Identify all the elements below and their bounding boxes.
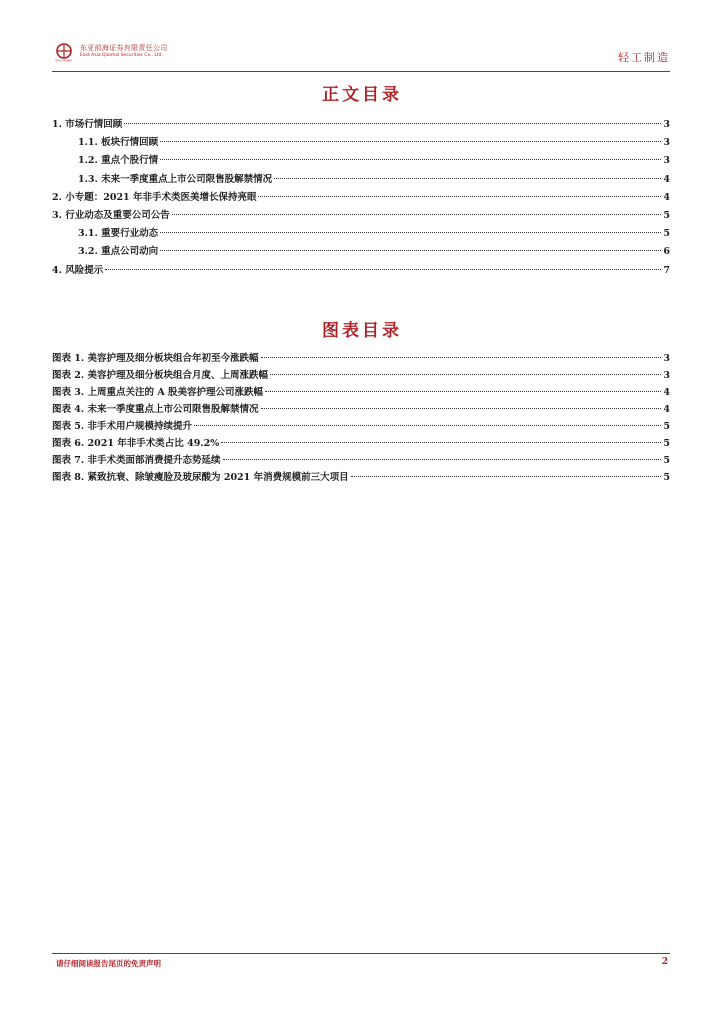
toc-entry-page: 6 [663,246,670,258]
figure-toc-title: 图表目录 [322,321,402,341]
dot-leader [160,250,661,251]
page-header [52,40,670,70]
toc-entry[interactable] [52,435,670,452]
toc-entry-page: 7 [663,264,670,276]
dot-leader [194,425,661,426]
toc-entry[interactable] [52,452,670,469]
dot-leader [160,159,661,160]
page-number: 2 [661,957,668,967]
toc-entry[interactable] [52,243,670,261]
toc-entry-label: 图表 1. 美容护理及细分板块组合年初至今涨跌幅 [52,353,259,364]
toc-entry-page: 3 [663,353,670,364]
toc-entry-label: 图表 8. 紧致抗衰、除皱瘦脸及玻尿酸为 2021 年消费规模前三大项目 [52,472,349,483]
toc-entry-label: 1. 市场行情回顾 [52,119,123,130]
dot-leader [105,269,661,270]
toc-entry-page: 4 [663,404,670,415]
toc-entry-page: 5 [663,455,670,466]
dot-leader [274,178,661,179]
toc-entry-page: 4 [663,387,670,398]
company-name-cn: 东亚前海证券有限责任公司 [80,44,168,53]
toc-entry-label: 图表 3. 上周重点关注的 A 股美容护理公司涨跌幅 [52,387,264,398]
toc-entry-label: 图表 2. 美容护理及细分板块组合月度、上周涨跌幅 [52,370,269,381]
dot-leader [261,357,662,358]
toc-entry-page: 3 [663,119,670,130]
toc-entry[interactable] [52,418,670,435]
toc-entry-page: 4 [663,173,670,185]
svg-text:EAST MONEY: EAST MONEY [55,59,73,62]
toc-entry[interactable] [52,384,670,401]
toc-entry[interactable] [52,152,670,170]
toc-entry[interactable] [52,207,670,225]
dot-leader [124,123,661,124]
toc-entry[interactable] [52,262,670,280]
dot-leader [265,391,661,392]
toc-entry-label: 图表 7. 非手术类面部消费提升态势延续 [52,455,221,466]
toc-entry-page: 3 [663,137,670,149]
toc-entry[interactable] [52,469,670,486]
toc-entry[interactable] [52,189,670,207]
toc-entry-label: 1.1. 板块行情回顾 [78,137,159,149]
toc-entry[interactable] [52,116,670,134]
sector-label: 轻工制造 [618,51,670,64]
toc-entry-label: 3. 行业动态及重要公司公告 [52,209,170,221]
toc-entry-label: 图表 4. 未来一季度重点上市公司限售股解禁情况 [52,404,259,415]
main-toc-title: 正文目录 [322,85,402,105]
toc-entry[interactable] [52,401,670,418]
toc-entry-page: 3 [663,155,670,167]
toc-entry[interactable] [52,134,670,152]
toc-entry-label: 1.3. 未来一季度重点上市公司限售股解禁情况 [78,173,273,185]
toc-entry-label: 图表 5. 非手术用户规模持续提升 [52,421,193,432]
toc-entry[interactable] [52,171,670,189]
toc-entry-page: 5 [663,228,670,240]
toc-entry-page: 5 [663,472,670,483]
dot-leader [351,476,662,477]
toc-entry-label: 2. 小专题：2021 年非手术类医美增长保持亮眼 [52,191,257,203]
toc-entry-page: 4 [663,191,670,203]
figure-toc [52,350,670,486]
toc-entry[interactable] [52,350,670,367]
dot-leader [261,408,662,409]
dot-leader [221,442,661,443]
dot-leader [258,196,661,197]
main-toc [52,116,670,280]
dot-leader [172,214,662,215]
toc-entry-label: 3.1. 重要行业动态 [78,228,159,240]
dot-leader [270,374,661,375]
toc-entry-label: 4. 风险提示 [52,264,104,276]
toc-entry-label: 图表 6. 2021 年非手术类占比 49.2% [52,438,220,449]
footer-divider [52,953,670,954]
toc-entry-page: 5 [663,421,670,432]
dot-leader [160,232,661,233]
toc-entry-label: 3.2. 重点公司动向 [78,246,159,258]
company-logo [52,42,168,62]
company-name-en: East Asia Qianhai Securities Co., Ltd. [80,53,163,59]
toc-entry-page: 3 [663,370,670,381]
toc-entry[interactable] [52,225,670,243]
toc-entry-page: 5 [663,438,670,449]
dot-leader [223,459,662,460]
dot-leader [160,141,661,142]
toc-entry[interactable] [52,367,670,384]
toc-entry-page: 5 [663,209,670,221]
logo-icon [52,42,76,62]
header-divider [52,71,670,72]
footer-disclaimer: 请仔细阅读报告尾页的免责声明 [56,959,161,968]
toc-entry-label: 1.2. 重点个股行情 [78,155,159,167]
